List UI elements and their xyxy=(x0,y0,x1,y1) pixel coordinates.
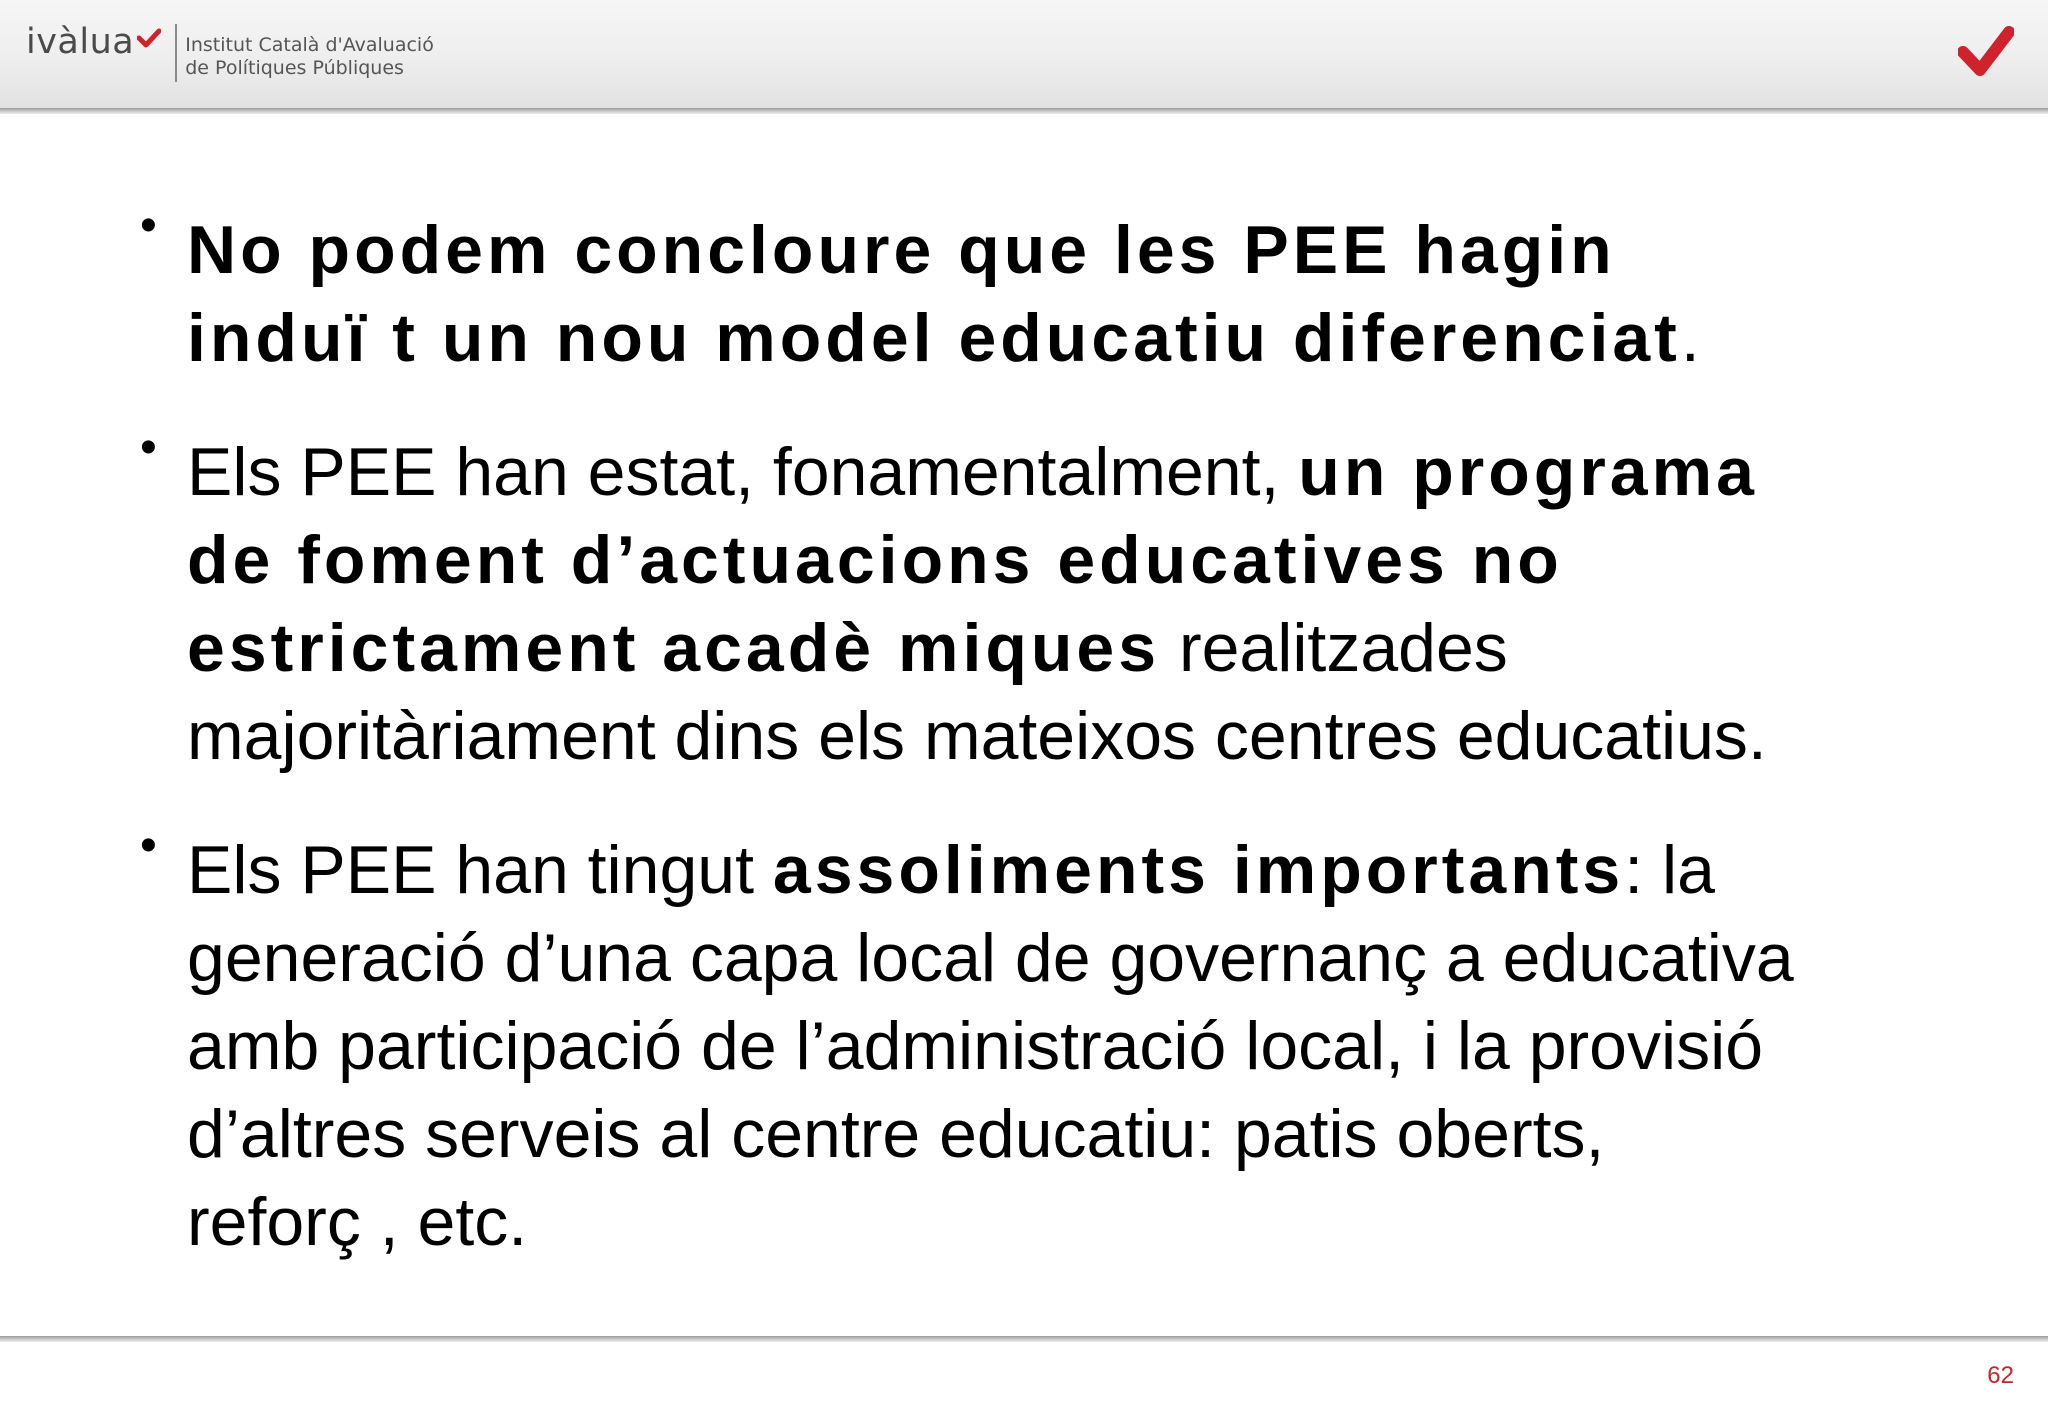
header-band xyxy=(0,0,2048,108)
bullet-line xyxy=(187,692,1980,780)
bullet-dot-icon: • xyxy=(140,421,157,474)
bold-text: de foment d’actuacions educatives no xyxy=(187,522,1563,598)
checkmark-icon xyxy=(1958,24,2014,82)
bullet-line xyxy=(187,294,1980,382)
text-segment: Els PEE han tingut xyxy=(187,832,773,908)
bullet-line xyxy=(187,604,1980,692)
text-segment: reforç , etc. xyxy=(187,1184,528,1260)
bold-text: No podem concloure que les PEE hagin xyxy=(187,212,1616,288)
text-segment: : la xyxy=(1624,832,1715,908)
bullet-line xyxy=(187,826,1980,914)
text-segment: . xyxy=(1680,300,1700,376)
header-divider xyxy=(0,108,2048,114)
institute-line-2: de Polítiques Públiques xyxy=(185,57,404,79)
text-segment: majoritàriament dins els mateixos centres educatius. xyxy=(187,698,1767,774)
bold-text: un programa xyxy=(1298,434,1758,510)
bullet-line xyxy=(187,1002,1980,1090)
footer-divider xyxy=(0,1336,2048,1342)
bullet-list xyxy=(140,199,1980,1312)
bullet-line xyxy=(187,516,1980,604)
bullet-line xyxy=(187,1090,1980,1178)
text-segment: d’altres serveis al centre educatiu: patis oberts, xyxy=(187,1096,1605,1172)
logo-divider xyxy=(175,24,177,82)
bold-text: estrictament acadè miques xyxy=(187,610,1161,686)
bullet-line xyxy=(187,1178,1980,1266)
bullet-line xyxy=(187,206,1980,294)
page-number: 62 xyxy=(1987,1362,2014,1389)
text-segment: Els PEE han estat, fonamentalment, xyxy=(187,434,1299,510)
bullet-item xyxy=(140,819,1980,1266)
institute-name xyxy=(185,34,434,80)
bold-text: induï t un nou model educatiu diferenciat xyxy=(187,300,1681,376)
institute-line-1: Institut Català d'Avaluació xyxy=(185,34,434,56)
text-segment: realitzades xyxy=(1160,610,1508,686)
bullet-item xyxy=(140,421,1980,780)
ivalua-logo xyxy=(26,20,434,86)
checkmark-icon xyxy=(137,28,161,50)
bullet-line xyxy=(187,914,1980,1002)
bullet-dot-icon: • xyxy=(140,199,157,252)
logo-wordmark: ivàlua xyxy=(26,22,135,62)
bold-text: assoliments importants xyxy=(772,832,1625,908)
bullet-dot-icon: • xyxy=(140,819,157,872)
bullet-line xyxy=(187,428,1980,516)
text-segment: amb participació de l’administració local, i la provisió xyxy=(187,1008,1764,1084)
text-segment: generació d’una capa local de governanç a educativa xyxy=(187,920,1794,996)
bullet-item xyxy=(140,199,1980,382)
